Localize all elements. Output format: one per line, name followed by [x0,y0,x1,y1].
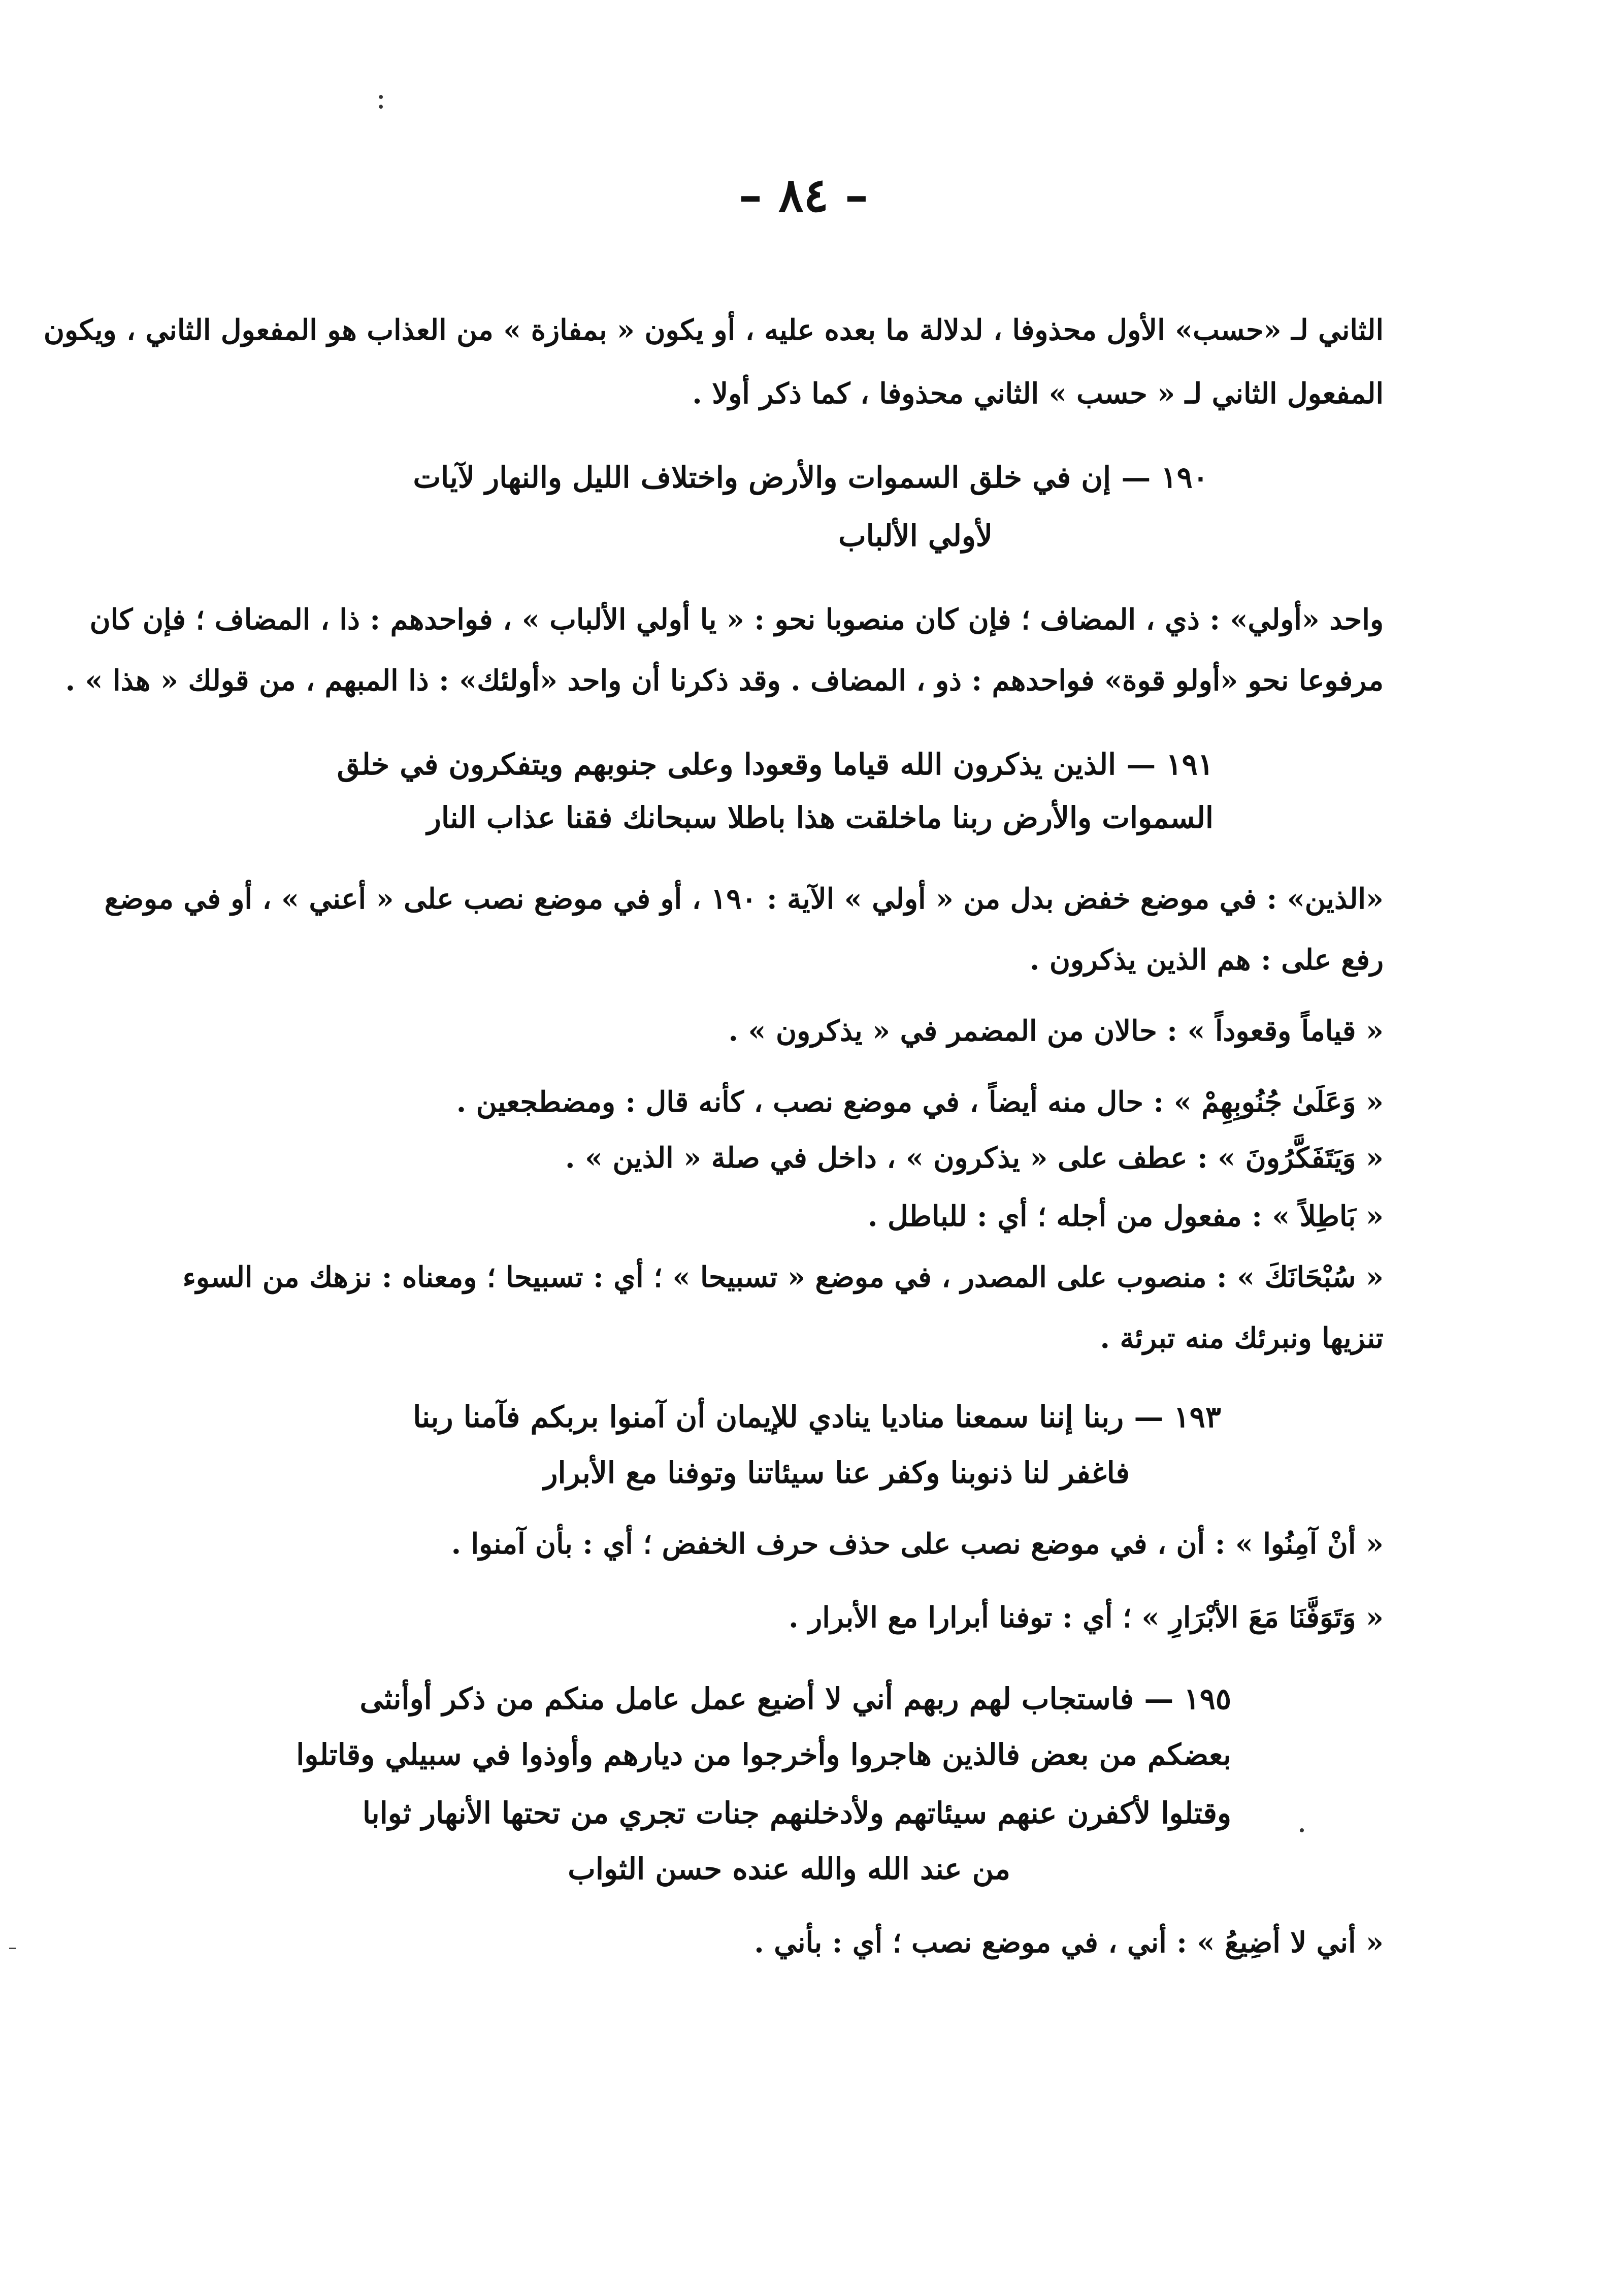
text-line: واحد «أولي» : ذي ، المضاف ؛ فإن كان منصوبا نحو : « يا أولي الألباب » ، فواحدهم : ذا ، المضاف ؛ فإن كان [89,603,1384,636]
verse-line: ١٩٠ — إن في خلق السموات والأرض واختلاف الليل والنهار لآيات [413,460,1208,495]
text-line: « أني لا أضِيعُ » : أني ، في موضع نصب ؛ أي : بأني . [754,1926,1384,1959]
verse-line: من عند الله والله عنده حسن الثواب [568,1852,1010,1886]
page-number: – ٨٤ – [739,168,868,222]
text-line: « سُبْحَانَكَ » : منصوب على المصدر ، في موضع « تسبيحا » ؛ أي : تسبيحا ؛ ومعناه : نزهك من السوء [182,1260,1384,1294]
text-line: المفعول الثاني لـ « حسب » الثاني محذوفا ، كما ذكر أولا . [692,377,1384,410]
text-line: « أنْ آمِنُوا » : أن ، في موضع نصب على حذف حرف الخفض ؛ أي : بأن آمنوا . [451,1527,1384,1561]
text-line: «الذين» : في موضع خفض بدل من « أولي » الآية : ١٩٠ ، أو في موضع نصب على « أعني » ، أو في موضع [104,882,1384,916]
verse-line: السموات والأرض ربنا ماخلقت هذا باطلا سبحانك فقنا عذاب النار [427,800,1214,835]
scan-speck: : [376,80,386,116]
text-line: « قياماً وقعوداً » : حالان من المضمر في « يذكرون » . [728,1014,1384,1048]
text-line: « بَاطِلاً » : مفعول من أجله ؛ أي : للباطل . [868,1200,1384,1233]
verse-line: ١٩١ — الذين يذكرون الله قياما وقعودا وعلى جنوبهم ويتفكرون في خلق [337,747,1214,782]
verse-line: وقتلوا لأكفرن عنهم سيئاتهم ولأدخلنهم جنات تجري من تحتها الأنهار ثوابا [362,1796,1231,1830]
scan-mark [9,1948,16,1949]
scan-dot [1300,1828,1304,1832]
text-line: رفع على : هم الذين يذكرون . [1029,943,1384,977]
verse-line: لأولي الألباب [838,519,993,553]
verse-line: ١٩٥ — فاستجاب لهم ربهم أني لا أضيع عمل عامل منكم من ذكر أوأنثى [359,1681,1231,1716]
verse-line: بعضكم من بعض فالذين هاجروا وأخرجوا من ديارهم وأوذوا في سبيلي وقاتلوا [296,1737,1231,1772]
text-line: تنزيها ونبرئك منه تبرئة . [1100,1321,1384,1355]
verse-line: فاغفر لنا ذنوبنا وكفر عنا سيئاتنا وتوفنا مع الأبرار [543,1456,1130,1490]
text-line: « وَتَوَفَّنَا مَعَ الأبْرَارِ » ؛ أي : توفنا أبرارا مع الأبرار . [789,1601,1384,1634]
verse-line: ١٩٣ — ربنا إننا سمعنا مناديا ينادي للإيمان أن آمنوا بربكم فآمنا ربنا [413,1400,1221,1434]
text-line: الثاني لـ «حسب» الأول محذوفا ، لدلالة ما بعده عليه ، أو يكون « بمفازة » من العذاب هو المفعول الثاني ، ويكون [43,313,1384,347]
text-line: مرفوعا نحو «أولو قوة» فواحدهم : ذو ، المضاف . وقد ذكرنا أن واحد «أولئك» : ذا المبهم ، من قولك « هذا » . [65,664,1384,697]
text-line: « وَعَلَىٰ جُنُوبِهِمْ » : حال منه أيضاً ، في موضع نصب ، كأنه قال : ومضطجعين . [456,1085,1384,1119]
text-line: « وَيَتَفَكَّرُونَ » : عطف على « يذكرون » ، داخل في صلة « الذين » . [565,1141,1384,1175]
